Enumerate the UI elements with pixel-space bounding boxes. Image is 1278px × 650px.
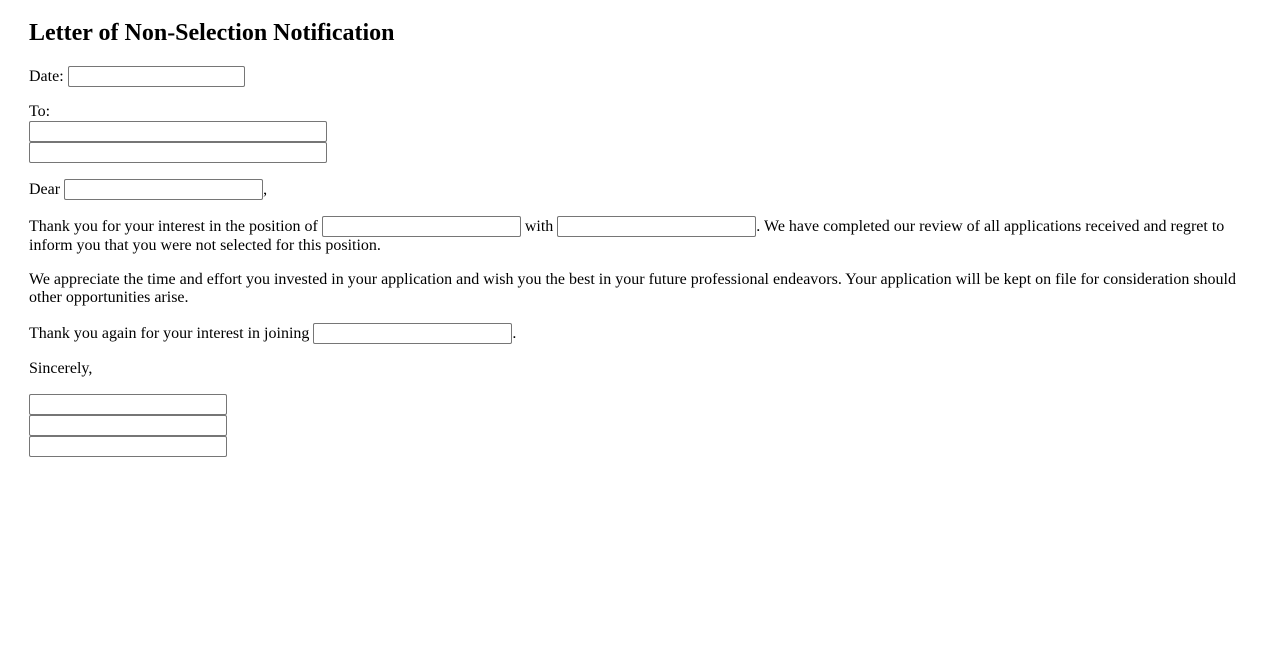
signature-block — [29, 394, 1249, 457]
signature-line2-input[interactable] — [29, 415, 227, 436]
to-line2-input[interactable] — [29, 142, 327, 163]
salutation-recipient-input[interactable] — [64, 179, 263, 200]
position-input[interactable] — [322, 216, 521, 237]
paragraph1-text-after: . We have completed our review of all applications received and regret to inform you that you were not selected for this position. — [29, 218, 1225, 254]
date-label: Date: — [29, 68, 64, 85]
closing-line: Sincerely, — [29, 360, 93, 377]
page-title: Letter of Non-Selection Notification — [29, 20, 395, 46]
date-input[interactable] — [68, 66, 245, 87]
salutation-suffix: , — [263, 181, 268, 198]
paragraph3-text-after: . — [512, 325, 517, 342]
paragraph-review — [29, 216, 1249, 255]
to-label: To: — [29, 103, 51, 120]
salutation-prefix: Dear — [29, 181, 61, 198]
organization-input[interactable] — [313, 323, 512, 344]
paragraph3-text-before: Thank you again for your interest in joining — [29, 325, 310, 342]
signature-line1-input[interactable] — [29, 394, 227, 415]
paragraph1-text-between: with — [524, 218, 554, 235]
date-line — [29, 66, 1249, 87]
to-line1-input[interactable] — [29, 121, 327, 142]
paragraph-appreciation: We appreciate the time and effort you invested in your application and wish you the best in your future professional endeavors. Your application will be kept on file for consideration should other opportunities arise. — [29, 271, 1236, 306]
signature-line3-input[interactable] — [29, 436, 227, 457]
company-input[interactable] — [557, 216, 756, 237]
paragraph1-text-before-position: Thank you for your interest in the position of — [29, 218, 318, 235]
paragraph-thanks-again — [29, 323, 1249, 344]
salutation-line — [29, 179, 1249, 200]
to-block — [29, 103, 1249, 163]
